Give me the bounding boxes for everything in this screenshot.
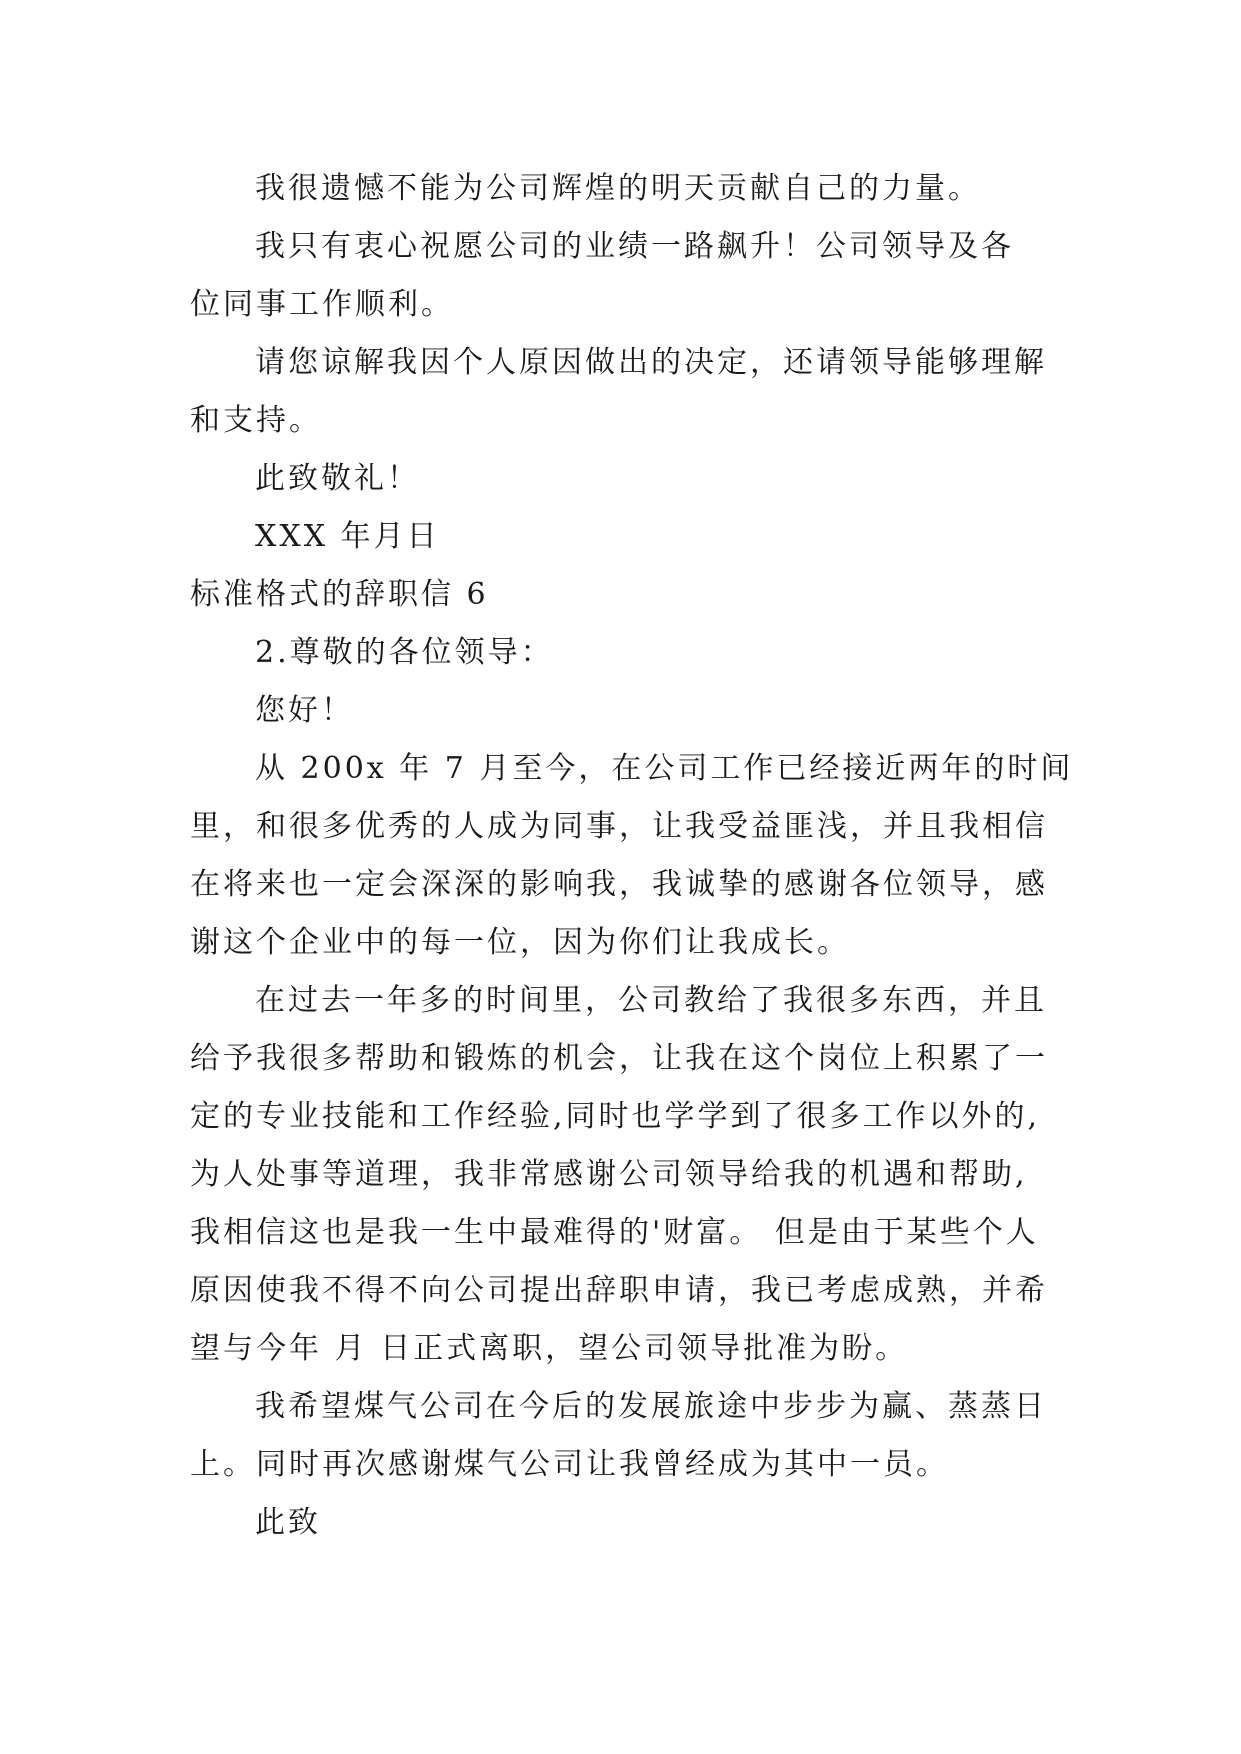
text-line: 望与今年 月 日正式离职，望公司领导批准为盼。: [190, 1331, 909, 1366]
text-line: 我只有衷心祝愿公司的业绩一路飙升！公司领导及各: [255, 229, 1014, 264]
text-line: 原因使我不得不向公司提出辞职申请，我已考虑成熟，并希: [190, 1273, 1048, 1308]
text-line: 此致敬礼！: [255, 461, 420, 496]
document-body: [190, 160, 1074, 1552]
text-line: 给予我很多帮助和锻炼的机会，让我在这个岗位上积累了一: [190, 1041, 1048, 1076]
text-line: 此致: [255, 1505, 321, 1540]
text-line: 上。同时再次感谢煤气公司让我曾经成为其中一员。: [190, 1447, 949, 1482]
text-line: 在将来也一定会深深的影响我，我诚挚的感谢各位领导，感: [190, 867, 1048, 902]
text-line: 我很遗憾不能为公司辉煌的明天贡献自己的力量。: [255, 171, 981, 206]
text-line: 和支持。: [190, 403, 322, 438]
text-line: 谢这个企业中的每一位，因为你们让我成长。: [190, 925, 850, 960]
text-line: 位同事工作顺利。: [190, 287, 454, 322]
text-line: 您好！: [255, 693, 354, 728]
text-line: 定的专业技能和工作经验,同时也学学到了很多工作以外的,: [190, 1099, 1041, 1134]
text-line: 标准格式的辞职信 6: [190, 577, 489, 612]
text-line: 请您谅解我因个人原因做出的决定，还请领导能够理解: [255, 345, 1047, 380]
text-line: 我相信这也是我一生中最难得的'财富。 但是由于某些个人: [190, 1215, 1039, 1250]
text-line: 从 200x 年 7 月至今，在公司工作已经接近两年的时间: [255, 751, 1074, 786]
text-line: 为人处事等道理，我非常感谢公司领导给我的机遇和帮助,: [190, 1157, 1028, 1192]
text-line: 里，和很多优秀的人成为同事，让我受益匪浅，并且我相信: [190, 809, 1048, 844]
text-line: XXX 年月日: [255, 519, 440, 554]
text-line: 2.尊敬的各位领导：: [255, 635, 554, 670]
text-line: 我希望煤气公司在今后的发展旅途中步步为赢、蒸蒸日: [255, 1389, 1047, 1424]
text-line: 在过去一年多的时间里，公司教给了我很多东西，并且: [255, 983, 1047, 1018]
